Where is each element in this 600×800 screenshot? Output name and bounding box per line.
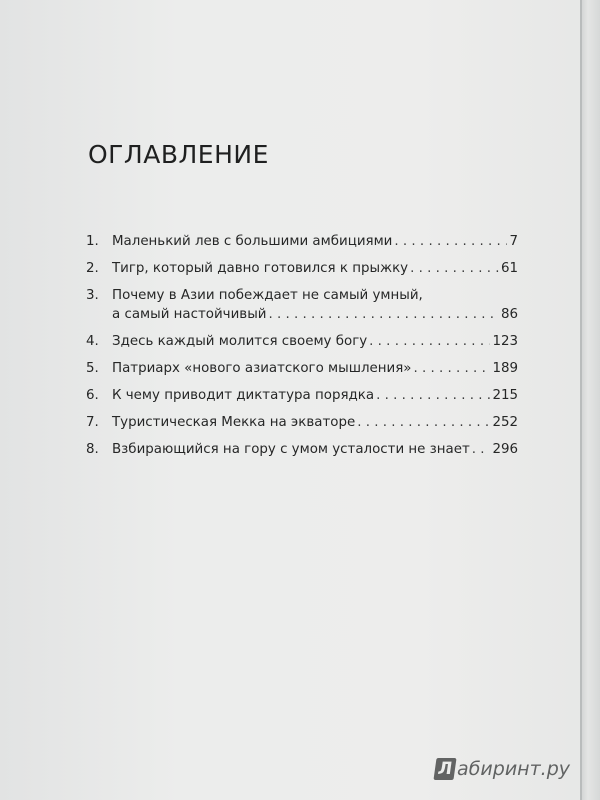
toc-dot-leader (410, 259, 499, 278)
toc-entry-title: Взбирающийся на гору с умом усталости не знает (112, 442, 470, 457)
toc-dot-leader (472, 440, 491, 459)
toc-entry-title: Здесь каждый молится своему богу (112, 334, 368, 349)
toc-entry-body (112, 332, 518, 351)
toc-entry-body (112, 386, 518, 405)
toc-entry-title: Почему в Азии побеждает не самый умный, (112, 288, 423, 303)
toc-entry (86, 332, 518, 351)
toc-entry-number: 1. (86, 234, 99, 249)
toc-entry (86, 259, 518, 278)
toc-entry-line (112, 413, 518, 432)
toc-dot-leader (413, 359, 490, 378)
toc-entry (86, 359, 518, 378)
toc-entry-number: 5. (86, 361, 99, 376)
toc-dot-leader (357, 413, 490, 432)
toc-page-number: 123 (492, 334, 518, 349)
toc-entry-line (112, 359, 518, 378)
toc-entry-title: К чему приводит диктатура порядка (112, 388, 375, 403)
toc-entry (86, 386, 518, 405)
toc-entry-title: Маленький лев с большими амбициями (112, 234, 393, 249)
page-stack-edge (580, 0, 600, 800)
toc-dot-leader (376, 386, 490, 405)
toc-page-number: 296 (492, 442, 518, 457)
toc-entry-line (112, 332, 518, 351)
watermark-text: абиринт.ру (457, 758, 570, 780)
toc-entry-body (112, 286, 518, 324)
toc-entry-line (112, 286, 518, 305)
toc-title: ОГЛАВЛЕНИЕ (88, 140, 269, 169)
toc-entry-title: Патриарх «нового азиатского мышления» (112, 361, 412, 376)
labirint-watermark (435, 758, 570, 780)
toc-entry-line (112, 259, 518, 278)
toc-entry-number: 7. (86, 415, 99, 430)
toc-entry-number: 6. (86, 388, 99, 403)
labirint-logo-icon: Л (434, 758, 457, 780)
toc-page-number: 86 (500, 307, 518, 322)
toc-entry-number: 4. (86, 334, 99, 349)
toc-entry-title: Туристическая Мекка на экваторе (112, 415, 356, 430)
toc-entry (86, 286, 518, 324)
toc-entry-line (112, 232, 518, 251)
toc-entry (86, 440, 518, 459)
toc-entry-body (112, 259, 518, 278)
toc-entry-body (112, 232, 518, 251)
toc-entry-title: а самый настойчивый (112, 307, 267, 322)
toc-entry-number: 8. (86, 442, 99, 457)
toc-entry-title: Тигр, который давно готовился к прыжку (112, 261, 409, 276)
toc-page-number: 189 (492, 361, 518, 376)
toc-entry-number: 3. (86, 288, 99, 303)
toc-entry-body (112, 440, 518, 459)
toc-entry-line (112, 440, 518, 459)
toc-entry-line (112, 305, 518, 324)
toc-dot-leader (394, 232, 507, 251)
toc-entry-body (112, 413, 518, 432)
toc-entry (86, 413, 518, 432)
toc-page-number: 215 (492, 388, 518, 403)
toc-dot-leader (369, 332, 490, 351)
toc-page-number: 252 (492, 415, 518, 430)
toc-entry-line (112, 386, 518, 405)
toc-entry-body (112, 359, 518, 378)
toc-entry-number: 2. (86, 261, 99, 276)
table-of-contents (86, 232, 518, 467)
toc-dot-leader (268, 305, 498, 324)
toc-page-number: 61 (500, 261, 518, 276)
toc-entry (86, 232, 518, 251)
toc-page-number: 7 (509, 234, 518, 249)
